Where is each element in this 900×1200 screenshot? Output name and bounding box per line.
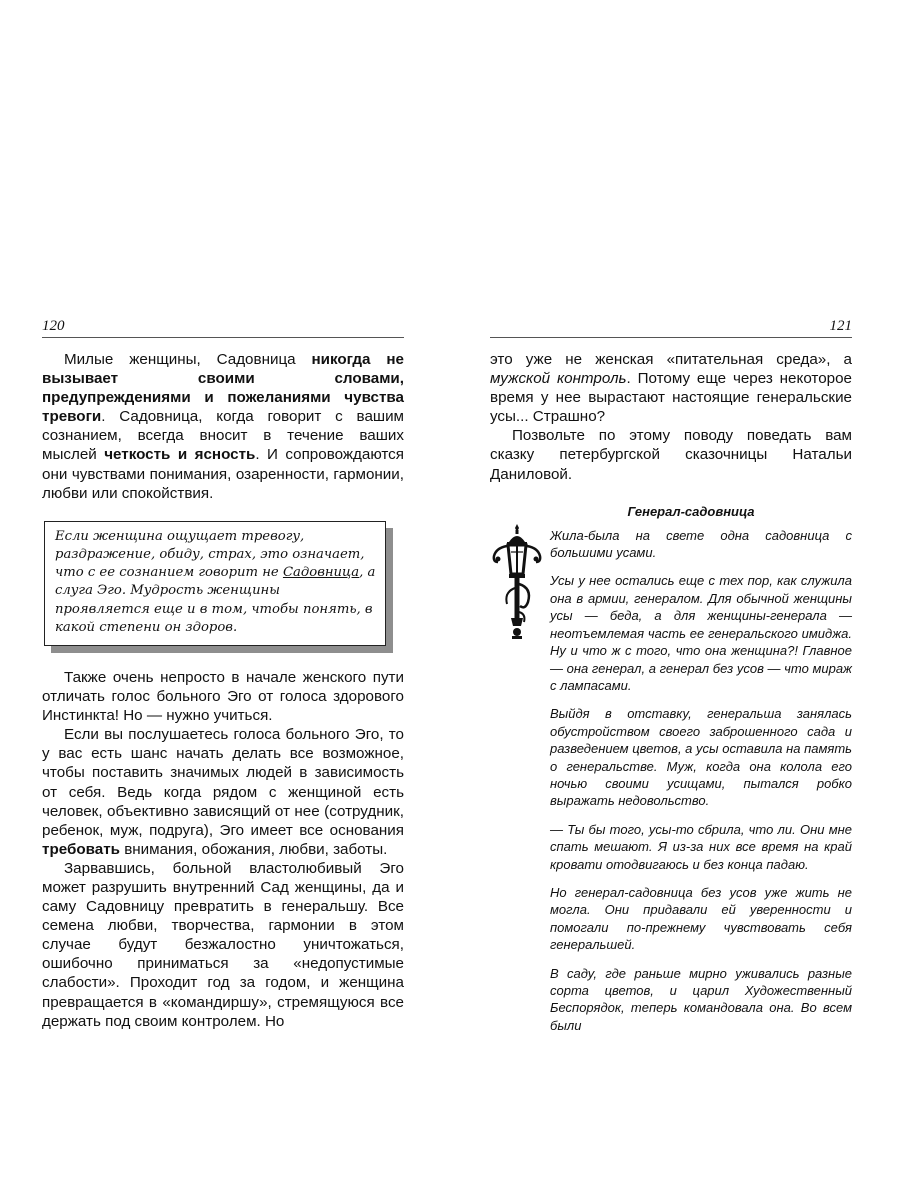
story-paragraph: — Ты бы того, усы-то сбрила, что ли. Они мне спать мешают. Я из-за них все время на край кровати отодвигаюсь и без конца падаю. xyxy=(550,821,852,872)
paragraph: Милые женщины, Садовница никогда не вызывает своими словами, предупреждениями и пожеланиями чувства тревоги. Садовница, когда говорит с вашим сознанием, всегда вносит в течение ваших мыслей четкость и ясность. И сопровождаются они чувствами понимания, озаренности, гармонии, любви или спокойствия. xyxy=(42,351,404,502)
page-number-right: 121 xyxy=(490,318,852,338)
paragraph: Если вы послушаетесь голоса больного Эго, то у вас есть шанс начать делать все возможное, чтобы поставить значимых людей в зависимость от себя. Ведь когда рядом с женщиной есть человек, объективно зависящий от нее (сотрудник, ребенок, муж, подруга), Эго имеет все основания требовать внимания, обожания, любви, заботы. xyxy=(42,726,404,858)
story-paragraph: В саду, где раньше мирно уживались разные сорта цветов, и царил Художественный Беспорядок, теперь командовала она. Во всем были xyxy=(550,965,852,1033)
left-page xyxy=(42,318,404,1031)
page-number-left: 120 xyxy=(42,318,404,338)
left-page-body xyxy=(42,350,404,1031)
paragraph: Зарвавшись, больной властолюбивый Эго может разрушить внутренний Сад женщины, да и саму Садовницу превратить в генеральшу. Все семена любви, творчества, гармонии в этом случае будут безжалостно уничтожаться, ошибочно приниматься за «недопустимые слабости». Проходит год за годом, и женщина превращается в «командиршу», стремящуюся все держать под своим контролем. Но xyxy=(42,859,404,1030)
callout-box: Если женщина ощущает тревогу, раздражение, обиду, страх, это означает, что с ее сознанием говорит не Садовница, а слуга Эго. Мудрость женщины проявляется еще и в том, чтобы понять, в какой степени он здоров. xyxy=(44,521,386,646)
story-paragraph: Выйдя в отставку, генеральша занялась обустройством своего заброшенного сада и разведением цветов, а усы оставила на память о генеральстве. Муж, когда она колола его ночью своими усищами, пытался робко выражать недовольство. xyxy=(550,706,852,809)
paragraph: Позвольте по этому поводу поведать вам сказку петербургской сказочницы Натальи Даниловой. xyxy=(490,427,852,483)
story-title: Генерал-садовница xyxy=(627,503,755,519)
paragraph: Также очень непросто в начале женского пути отличать голос больного Эго от голоса здорового Инстинкта! Но — нужно учиться. xyxy=(42,668,404,725)
story-paragraph: Жила-была на свете одна садовница с большими усами. xyxy=(550,527,852,561)
paragraph: это уже не женская «питательная среда», а мужской контроль. Потому еще через некоторое время у нее вырастают настоящие генеральские усы... Страшно? xyxy=(490,351,853,426)
story-paragraph: Но генерал-садовница без усов уже жить не могла. Они придавали ей уверенности и помогали по-прежнему чувствовать себя генеральшей. xyxy=(550,884,852,953)
street-lamp-icon xyxy=(490,522,544,642)
story xyxy=(490,527,852,1035)
right-page-body xyxy=(490,350,852,484)
right-page xyxy=(490,318,852,1045)
story-paragraph: Усы у нее остались еще с тех пор, как служила она в армии, генералом. Для обычной женщины усы — беда, а для женщины-генерала — неотъемлемая часть ее генеральского имиджа. Ну и что ж с того, что она женщина?! Главное — она генерал, а генерал без усов — что мираж с лампасами. xyxy=(550,573,852,693)
